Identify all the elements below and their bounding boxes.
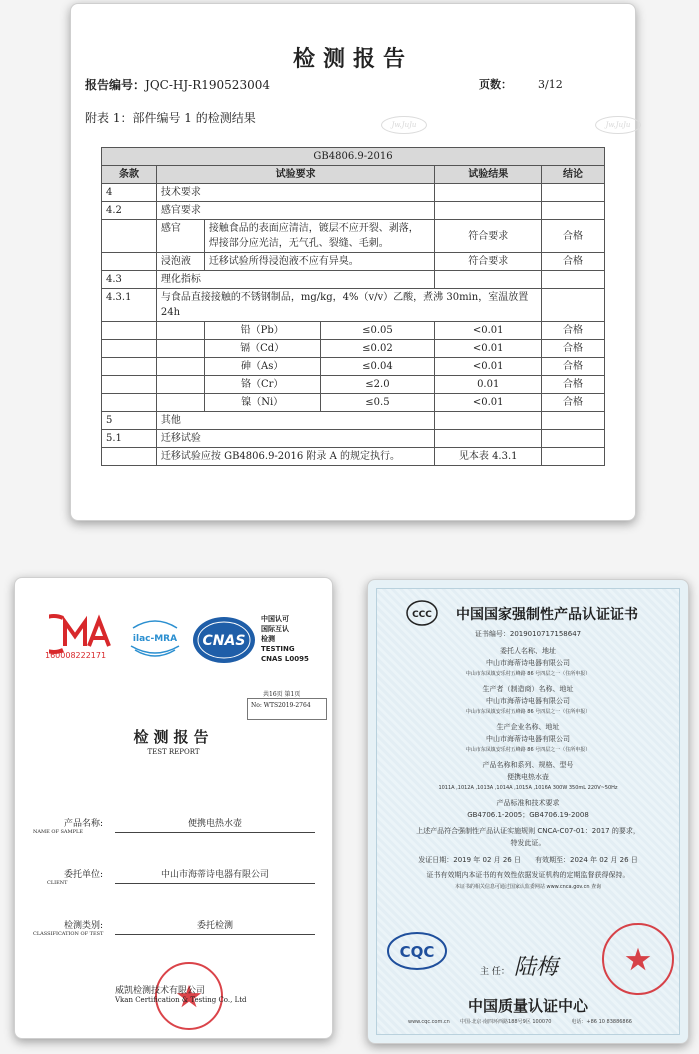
signature: 陆梅	[513, 955, 558, 980]
sample-value: 便携电热水壶	[187, 819, 242, 829]
table-cell: 其他	[156, 412, 434, 430]
cnas-line: 检测	[261, 635, 275, 643]
divider	[115, 832, 315, 833]
cert-line: 1011A ,1012A ,1013A ,1014A ,1015A ,1016A 300W 350mL 220V~50Hz	[438, 785, 618, 791]
table-row	[102, 340, 605, 358]
table-cell	[156, 340, 204, 358]
class-sublabel: CLASSIFICATION OF TEST	[33, 931, 104, 937]
ilac-mra-logo-icon	[127, 616, 183, 660]
table-cell: 技术要求	[156, 184, 434, 202]
cert-line: 中山市东凤镇安乐村五峰路 86 号四层之一（住所申报）	[465, 671, 591, 677]
cert-line: 特发此证。	[510, 839, 546, 847]
cert-line: 中山市海蒂诗电器有限公司	[486, 735, 570, 743]
header-cell: 试验结果	[435, 166, 542, 184]
annex-title: 附表 1：部件编号 1 的检测结果	[85, 111, 256, 125]
cert-line: 产品标准和技术要求	[496, 799, 560, 807]
class-value: 委托检测	[196, 921, 233, 931]
sample-label: 产品名称:	[63, 819, 103, 829]
cover-subtitle: TEST REPORT	[147, 748, 200, 756]
table-row	[102, 271, 605, 289]
table-cell	[102, 220, 157, 253]
divider	[115, 934, 315, 935]
table-cell: 4	[102, 184, 157, 202]
certification-seal-icon	[602, 923, 674, 995]
table-row	[102, 253, 605, 271]
cert-line: 本证书的相关信息可通过国家认监委网站 www.cnca.gov.cn 查询	[454, 884, 602, 890]
table-cell: 4.3	[102, 271, 157, 289]
cnas-line: 国际互认	[261, 625, 289, 633]
table-cell	[435, 184, 542, 202]
table-cell: 符合要求	[435, 220, 542, 253]
table-cell: 理化指标	[156, 271, 434, 289]
header-cell: 试验要求	[156, 166, 434, 184]
cert-line: GB4706.1-2005；GB4706.19-2008	[467, 811, 589, 819]
watermark-logo: Jw.JuJu	[381, 116, 427, 134]
table-cell: 4.2	[102, 202, 157, 220]
header-cell: 条款	[102, 166, 157, 184]
table-row	[102, 448, 605, 466]
report-number-value: JQC-HJ-R190523004	[145, 78, 270, 92]
page-count-label: 页数：	[479, 78, 512, 91]
certificate-title: 中国国家强制性产品认证证书	[456, 607, 638, 623]
signer-label: 主 任：	[480, 967, 510, 977]
table-row	[102, 376, 605, 394]
table-cell	[542, 412, 605, 430]
table-cell: 符合要求	[435, 253, 542, 271]
table-row	[102, 289, 605, 322]
cnas-text: CNAS	[202, 633, 246, 649]
table-cell: 感官	[156, 220, 204, 253]
table-cell	[156, 394, 204, 412]
table-cell: ≤2.0	[320, 376, 435, 394]
table-cell: ≤0.5	[320, 394, 435, 412]
table-cell: ≤0.02	[320, 340, 435, 358]
cnas-line: TESTING	[261, 645, 295, 653]
cover-number-box	[247, 698, 327, 720]
table-cell: 镉（Cd）	[204, 340, 320, 358]
table-row	[102, 430, 605, 448]
ccc-certificate	[367, 579, 689, 1044]
ilac-text: ilac-MRA	[132, 634, 178, 644]
table-cell	[542, 184, 605, 202]
table-row	[102, 322, 605, 340]
table-cell	[156, 376, 204, 394]
table-cell: 迁移试验应按 GB4806.9-2016 附录 A 的规定执行。	[156, 448, 434, 466]
client-label: 委托单位:	[63, 870, 103, 880]
table-cell: 浸泡液	[156, 253, 204, 271]
cover-title: 检测报告	[133, 728, 214, 746]
table-cell: 合格	[542, 253, 605, 271]
table-cell: <0.01	[435, 322, 542, 340]
table-cell	[102, 358, 157, 376]
table-cell	[435, 202, 542, 220]
table-cell: 合格	[542, 394, 605, 412]
table-cell	[102, 376, 157, 394]
table-row	[102, 220, 605, 253]
table-cell: 合格	[542, 358, 605, 376]
table-cell: <0.01	[435, 394, 542, 412]
table-row	[102, 394, 605, 412]
table-cell: 铬（Cr）	[204, 376, 320, 394]
standard-cell: GB4806.9-2016	[102, 148, 605, 166]
cma-logo-icon	[49, 612, 115, 656]
table-cell	[102, 322, 157, 340]
cert-line: 生产企业名称、地址	[496, 723, 560, 731]
table-cell: 镍（Ni）	[204, 394, 320, 412]
test-report-cover	[14, 577, 333, 1039]
issuing-organization: 中国质量认证中心	[467, 997, 588, 1015]
cert-line: 中山市海蒂诗电器有限公司	[486, 659, 570, 667]
table-cell: 迁移试验所得浸泡液不应有异臭。	[204, 253, 435, 271]
table-cell	[542, 202, 605, 220]
ccc-text: CCC	[412, 610, 432, 620]
table-cell: 合格	[542, 340, 605, 358]
table-cell: 5.1	[102, 430, 157, 448]
cert-line: 生产者（制造商）名称、地址	[482, 685, 574, 693]
table-cell	[102, 253, 157, 271]
table-cell: 5	[102, 412, 157, 430]
table-cell: 砷（As）	[204, 358, 320, 376]
table-cell	[435, 271, 542, 289]
watermark-logo: Jw.JuJu	[595, 116, 641, 134]
table-cell: 接触食品的表面应清洁，镀层不应开裂、剥落， 焊接部分应光洁，无气孔、裂缝、毛刺。	[204, 220, 435, 253]
footer-company-cn: 威凯检测技术有限公司	[115, 986, 206, 996]
cqc-logo-icon	[386, 931, 448, 971]
cert-line: 上述产品符合强制性产品认证实施规则 CNCA-C07-01：2017 的要求，	[416, 827, 640, 835]
table-cell: 铅（Pb）	[204, 322, 320, 340]
table-row	[102, 358, 605, 376]
page-count	[479, 76, 563, 92]
certificate-number: 证书编号：2019010717158647	[474, 630, 582, 638]
table-cell: 合格	[542, 220, 605, 253]
cert-line: 中山市东凤镇安乐村五峰路 86 号四层之一（住所申报）	[465, 747, 591, 753]
page-count-value: 3/12	[538, 78, 563, 91]
cert-line: 中山市海蒂诗电器有限公司	[486, 697, 570, 705]
ccc-logo-icon	[406, 600, 438, 626]
table-cell	[435, 430, 542, 448]
table-row	[102, 148, 605, 166]
table-cell	[542, 448, 605, 466]
table-cell: 0.01	[435, 376, 542, 394]
table-cell	[102, 340, 157, 358]
class-label: 检测类别:	[63, 921, 103, 931]
table-cell: 与食品直接接触的不锈钢制品，mg/kg，4%（v/v）乙酸，煮沸 30min，室温放置 24h	[156, 289, 541, 322]
table-cell: 迁移试验	[156, 430, 434, 448]
cnas-logo-icon	[191, 614, 257, 666]
table-cell: <0.01	[435, 358, 542, 376]
table-cell: 合格	[542, 376, 605, 394]
sample-sublabel: NAME OF SAMPLE	[33, 829, 83, 835]
signer	[480, 950, 558, 981]
report-title: 检测报告	[292, 46, 413, 72]
cert-line: 中山市东凤镇安乐村五峰路 86 号四层之一（住所申报）	[465, 709, 591, 715]
table-cell	[542, 271, 605, 289]
table-header	[102, 166, 605, 184]
cert-line: 便携电热水壶	[507, 773, 549, 781]
cover-number: No: WTS2019-2764	[251, 702, 311, 709]
table-cell	[102, 394, 157, 412]
table-cell: 感官要求	[156, 202, 434, 220]
table-cell	[542, 430, 605, 448]
footer-company-en: Vkan Certification & Testing Co., Ltd	[115, 996, 247, 1004]
table-cell: ≤0.05	[320, 322, 435, 340]
table-row	[102, 412, 605, 430]
cnas-description	[261, 614, 309, 664]
cnas-line: CNAS L0095	[261, 655, 309, 663]
table-cell	[102, 448, 157, 466]
table-cell	[156, 358, 204, 376]
contact-line: www.cqc.com.cn 中国·北京·南四环西路188号9区 100070 电话：+86 10 83886866	[408, 1019, 632, 1025]
table-cell	[542, 289, 605, 322]
table-cell: 合格	[542, 322, 605, 340]
cover-page-info: 共16页 第1页	[263, 691, 301, 698]
table-cell: 4.3.1	[102, 289, 157, 322]
table-cell: <0.01	[435, 340, 542, 358]
cqc-text: CQC	[399, 943, 435, 961]
cert-line: 委托人名称、地址	[500, 647, 556, 655]
cert-line: 产品名称和系列、规格、型号	[482, 761, 574, 769]
issue-dates: 发证日期：2019 年 02 月 26 日 有效期至：2024 年 02 月 26 日	[418, 856, 638, 864]
cert-line: 证书有效期内本证书的有效性依据发证机构的定期监督获得保持。	[426, 871, 630, 879]
header-cell: 结论	[542, 166, 605, 184]
cma-number: 160008222171	[45, 651, 107, 660]
report-number-label: 报告编号：	[85, 78, 146, 92]
table-cell: 见本表 4.3.1	[435, 448, 542, 466]
cnas-line: 中国认可	[261, 615, 289, 623]
report-number	[85, 76, 270, 93]
table-row	[102, 202, 605, 220]
result-table	[101, 147, 605, 466]
divider	[115, 883, 315, 884]
table-cell	[435, 412, 542, 430]
client-sublabel: CLIENT	[47, 880, 68, 886]
table-cell: ≤0.04	[320, 358, 435, 376]
table-cell	[156, 322, 204, 340]
test-report-result-page	[70, 3, 636, 521]
table-row	[102, 184, 605, 202]
client-value: 中山市海蒂诗电器有限公司	[160, 870, 269, 880]
